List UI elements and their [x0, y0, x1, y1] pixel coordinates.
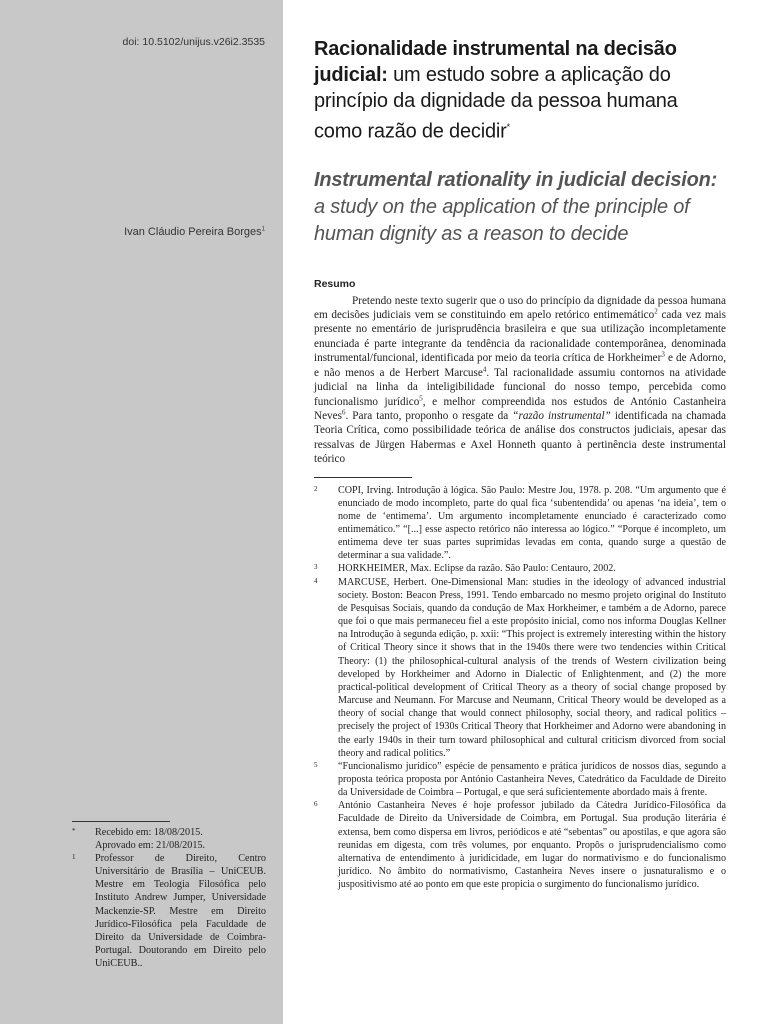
abstract-body — [314, 294, 726, 467]
sidebar-notes-divider — [72, 821, 170, 822]
footnote-ref[interactable]: 4 — [482, 364, 487, 373]
footnote — [314, 760, 726, 799]
abstract-text: e de Adorno, e não menos a de Herbert Marcuse — [314, 352, 726, 379]
abstract-quote: “razão instrumental” — [512, 409, 611, 422]
note-mark: * — [72, 827, 76, 835]
note-approved-line: Aprovado em: 21/08/2015. — [95, 840, 206, 852]
title-portuguese — [314, 36, 726, 145]
footnote — [314, 562, 726, 575]
abstract-text: identificada na chamada Teoria Crítica, como possibilidade teórica de análise dos constructos judiciais, apesar das ressalvas de Jürgen Habermas e Axel Honneth quanto à pertinência deste instrumental teórico — [314, 409, 726, 466]
footnote-text: COPI, Irving. Introdução à lógica. São Paulo: Mestre Jou, 1978. p. 208. “Um argumento que é enunciado de modo incompleto, parte do qual fica ‘subentendida’ ou apenas ‘na ideia’, tem o nome de ‘entimema’. Um argumento incompletamente enunciado é caracterizado como entimemático.” “[...] esse aspecto retórico não interessa ao lógico.” “Porque é incompleto, um entimema deve ter suas partes suprimidas levadas em conta, quando surge a questão de determinar a sua validade.”. — [338, 484, 726, 562]
abstract-heading: Resumo — [314, 277, 356, 290]
title-footnote-mark: * — [506, 122, 510, 132]
footnote-mark: 2 — [314, 484, 318, 493]
title-portuguese-rest: um estudo sobre a aplicação do princípio da dignidade da pessoa humana como razão de decidir — [314, 64, 678, 143]
footnote-divider — [314, 477, 412, 478]
footnote-ref[interactable]: 5 — [419, 393, 423, 402]
abstract-text: . Para tanto, proponho o resgate da — [345, 409, 513, 422]
sidebar-note-received — [72, 826, 266, 852]
title-english — [314, 167, 726, 248]
abstract-text: . Tal racionalidade assumiu contornos na atividade judicial na linha da inteligibilidade funcional do nosso tempo, percebida como funcionalismo jurídico — [314, 366, 726, 408]
main-column — [314, 36, 726, 891]
footnote-ref[interactable]: 2 — [654, 307, 658, 316]
doi-label[interactable]: doi: 10.5102/unijus.v26i2.3535 — [122, 36, 265, 48]
abstract-text: , e melhor compreendida nos estudos de António Castanheira Neves — [314, 395, 726, 422]
author-name — [124, 226, 265, 238]
title-english-bold: Instrumental rationality in judicial decision: — [314, 168, 718, 191]
footnote — [314, 484, 726, 563]
author-footnote-mark: 1 — [261, 226, 265, 233]
left-sidebar — [0, 0, 283, 1024]
footnote-text: António Castanheira Neves é hoje professor jubilado da Cátedra Jurídico-Filosófica da Faculdade de Direito da Universidade de Coimbra, em Portugal. Sua produção literária é extensa, bem como dispersa em livros, periódicos e até “sebentas” ou apostilas, e que agora são reunidas em digesta, com três volumes, por enquanto. Propôs o jurisprudencialismo como alternativa de entendimento à juridicidade, em lugar do normativismo e do funcionalismo jurídico. No âmbito do normativismo, Castanheira Neves insere o jusnaturalismo e o juspositivismo até ao ponto em que este propicia o surgimento do funcionalismo jurídico. — [338, 800, 726, 891]
footnote-text: “Funcionalismo jurídico” espécie de pensamento e prática jurídicos de nossos dias, segundo a proposta teórica proposta por António Castanheira Neves, Catedrático da Faculdade de Direito da Universidade de Coimbra – Portugal, e que será suficientemente abordado mais à frente. — [338, 760, 726, 799]
note-received-line: Recebido em: 18/08/2015. — [95, 827, 203, 838]
footnote — [314, 576, 726, 760]
footnote-ref[interactable]: 6 — [341, 408, 346, 417]
footnote-text: HORKHEIMER, Max. Eclipse da razão. São Paulo: Centauro, 2002. — [338, 563, 616, 575]
title-english-rest: a study on the application of the principle of human dignity as a reason to decide — [314, 195, 690, 245]
abstract-text: Pretendo neste texto sugerir que o uso do princípio da dignidade da pessoa humana em decisões judiciais vem se constituindo em apelo retórico entimemático — [314, 294, 726, 322]
footnote-ref[interactable]: 3 — [661, 350, 665, 359]
note-mark: 1 — [72, 853, 76, 862]
title-portuguese-bold: Racionalidade instrumental na decisão judicial: — [314, 38, 677, 86]
footnote-mark: 4 — [314, 576, 318, 585]
note-author-bio-text: Professor de Direito, Centro Universitário de Brasília – UniCEUB. Mestre em Teologia Filosófica pelo Instituto Andrew Jumper, Universidade Mackenzie-SP. Mestre em Direito Jurídico-Filosófica pela Faculdade de Direito da Universidade de Coimbra-Portugal. Doutorando em Direito pelo UniCEUB.. — [95, 853, 266, 969]
footnote-mark: 5 — [314, 760, 318, 769]
sidebar-note-author-bio — [72, 852, 266, 970]
author-name-text: Ivan Cláudio Pereira Borges — [124, 226, 262, 238]
footnote-mark: 6 — [314, 800, 318, 809]
footnote-mark: 3 — [314, 563, 318, 572]
footnote-text: MARCUSE, Herbert. One-Dimensional Man: studies in the ideology of advanced industrial society. Boston: Beacon Press, 1991. Tendo embarcado no mesmo projeto original do Instituto de Pesquisas Sociais, quando da condução de Max Horkheimer, e também a de Adorno, parece que foi o que mais permaneceu fiel a este propósito inicial, como nos informa Douglas Kellner na Introdução à segunda edição, p. xxii: “This project is extremely interesting within the history of Critical Theory since it shows that in the 1940s there were two tendencies within Critical Theory: (1) the philosophical-cultural analysis of the trends of Western civilization being developed by Horkheimer and Adorno in Dialectic of Enlightenment, and (2) the more practical-political development of Critical Theory as a theory of social change proposed by Marcuse and Neumann. For Marcuse and Neumann, Critical Theory would be developed as a theory of social change that would connect philosophy, social theory, and radical politics – precisely the project of 1930s Critical Theory that Horkheimer and Adorno were abandoning in the early 1940s in their turn toward philosophical and cultural criticism divorced from social theory and radical politics.” — [338, 576, 726, 759]
footnote — [314, 799, 726, 891]
sidebar-notes — [72, 826, 266, 970]
footnotes — [314, 484, 726, 892]
abstract-text: cada vez mais presente no ementário de jurisprudência brasileira e que sua utilização incompletamente enunciada é parte integrante da tendência da racionalidade contemporânea, denominada instrumental/funcional, identificada por meio da teoria crítica de Horkheimer — [314, 309, 726, 365]
